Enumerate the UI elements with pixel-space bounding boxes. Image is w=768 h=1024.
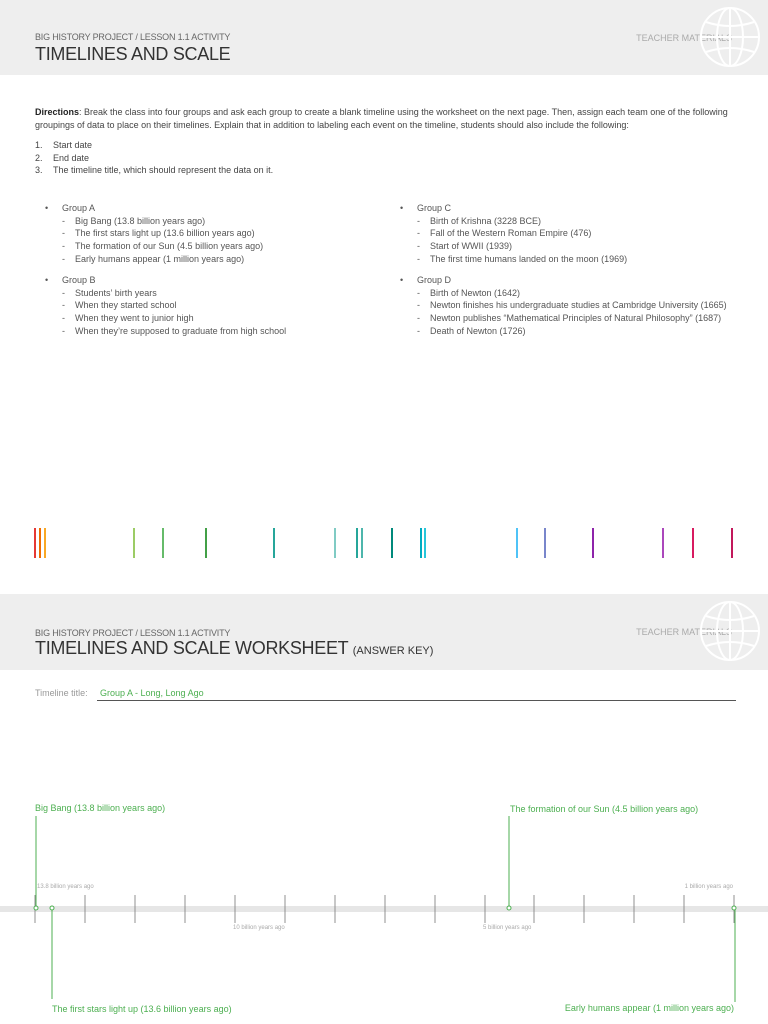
tick-label-five-billion: 5 billion years ago — [483, 925, 532, 931]
color-bar — [44, 528, 46, 558]
color-bar — [273, 528, 275, 558]
big-bang-marker — [34, 906, 38, 910]
timeline-graphic — [0, 790, 768, 1024]
color-bar — [592, 528, 594, 558]
timeline-title-label: Timeline title: — [35, 688, 88, 698]
group-a-name: • Group A — [35, 202, 365, 215]
list-item: - When they went to junior high — [35, 312, 365, 325]
group-b — [35, 274, 365, 338]
page-header — [0, 0, 768, 75]
color-bar — [356, 528, 358, 558]
color-bar — [39, 528, 41, 558]
group-c — [390, 202, 735, 266]
group-c-name: • Group C — [390, 202, 735, 215]
list-item: - Students’ birth years — [35, 287, 365, 300]
list-item: - Newton finishes his undergraduate studies at Cambridge University (1665) — [390, 299, 735, 312]
color-bar — [133, 528, 135, 558]
sun-marker — [507, 906, 511, 910]
worksheet-title: TIMELINES AND SCALE WORKSHEET (ANSWER KEY) — [35, 638, 434, 658]
list-item: 1. Start date — [35, 140, 93, 150]
color-bar — [424, 528, 426, 558]
timeline-title-field[interactable]: Group A - Long, Long Ago — [97, 688, 736, 701]
directions-text: : Break the class into four groups and ask each group to create a blank timeline using the worksheet on the next page. Then, assign each team one of the following groupings of data to place on their timelines. Explain that in addition to labeling each event on the timeline, students should also include the following: — [35, 107, 728, 130]
teacher-materials-label: TEACHER MATERIALS — [636, 33, 732, 43]
list-item: - The formation of our Sun (4.5 billion years ago) — [35, 240, 365, 253]
list-item: - Birth of Newton (1642) — [390, 287, 735, 300]
list-item: - Big Bang (13.8 billion years ago) — [35, 215, 365, 228]
color-bar — [544, 528, 546, 558]
color-bar — [420, 528, 422, 558]
requirements-list — [35, 139, 273, 177]
globe-icon — [699, 6, 761, 68]
tick-label-end: 1 billion years ago — [684, 884, 733, 890]
event-first-stars: The first stars light up (13.6 billion years ago) — [52, 1004, 232, 1014]
list-item: - The first stars light up (13.6 billion years ago) — [35, 227, 365, 240]
event-sun-formation: The formation of our Sun (4.5 billion years ago) — [510, 804, 699, 814]
decorative-color-bars — [0, 528, 768, 560]
first-stars-marker — [50, 906, 54, 910]
event-early-humans: Early humans appear (1 million years ago) — [564, 1003, 734, 1013]
list-item: - Birth of Krishna (3228 BCE) — [390, 215, 735, 228]
color-bar — [162, 528, 164, 558]
color-bar — [662, 528, 664, 558]
tick-label-start: 13.8 billion years ago — [37, 884, 94, 890]
color-bar — [692, 528, 694, 558]
lesson-kicker: BIG HISTORY PROJECT / LESSON 1.1 ACTIVITY — [35, 32, 231, 42]
color-bar — [34, 528, 36, 558]
event-big-bang: Big Bang (13.8 billion years ago) — [35, 803, 166, 813]
color-bar — [334, 528, 336, 558]
directions-label: Directions — [35, 107, 80, 117]
answer-key-label: (ANSWER KEY) — [352, 645, 434, 657]
list-item: - Death of Newton (1726) — [390, 325, 735, 338]
group-d — [390, 274, 735, 338]
worksheet-header — [0, 594, 768, 670]
list-item: - Newton publishes “Mathematical Principles of Natural Philosophy” (1687) — [390, 312, 735, 325]
tick-label-ten-billion: 10 billion years ago — [233, 925, 285, 931]
color-bar — [361, 528, 363, 558]
color-bar — [516, 528, 518, 558]
color-bar — [391, 528, 393, 558]
early-humans-marker — [732, 906, 736, 910]
list-item: - When they’re supposed to graduate from high school — [35, 325, 365, 338]
list-item: 2. End date — [35, 152, 90, 163]
globe-icon — [699, 600, 761, 662]
group-b-name: • Group B — [35, 274, 365, 287]
group-d-name: • Group D — [390, 274, 735, 287]
directions-paragraph — [35, 106, 735, 131]
color-bar — [731, 528, 733, 558]
page-title: TIMELINES AND SCALE — [35, 44, 231, 64]
group-a — [35, 202, 365, 266]
list-item: - Start of WWII (1939) — [390, 240, 735, 253]
timeline-axis — [0, 906, 768, 912]
list-item: 3. The timeline title, which should represent the data on it. — [35, 165, 274, 176]
lesson-kicker: BIG HISTORY PROJECT / LESSON 1.1 ACTIVITY — [35, 628, 231, 638]
list-item: - When they started school — [35, 299, 365, 312]
list-item: - Early humans appear (1 million years ago) — [35, 253, 365, 266]
color-bar — [205, 528, 207, 558]
list-item: - Fall of the Western Roman Empire (476) — [390, 227, 735, 240]
teacher-materials-label: TEACHER MATERIALS — [636, 627, 732, 637]
list-item: - The first time humans landed on the moon (1969) — [390, 253, 735, 266]
